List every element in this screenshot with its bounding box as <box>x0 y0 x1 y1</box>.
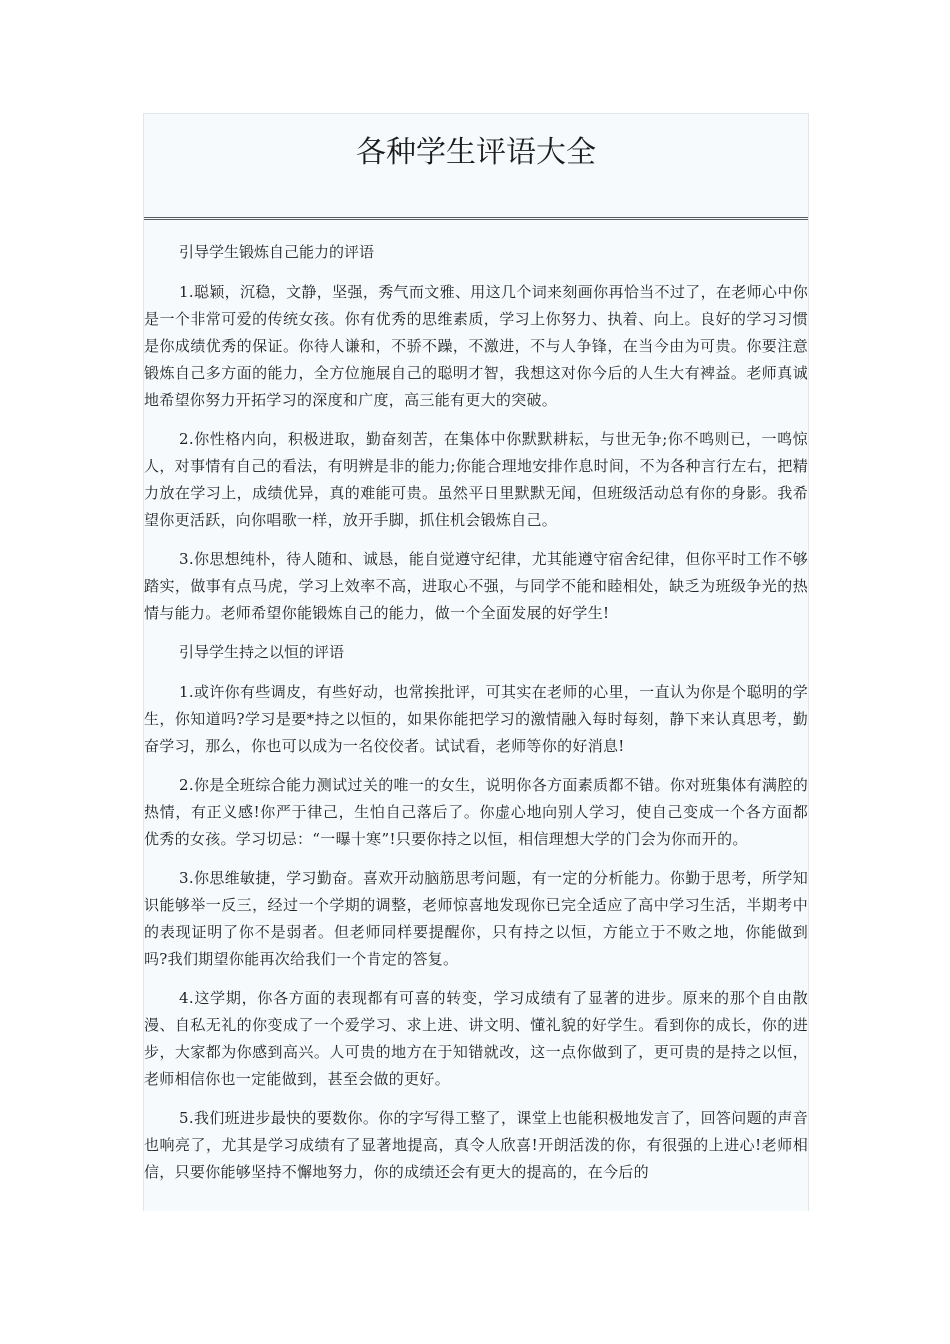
paragraph: 1.聪颖，沉稳，文静，坚强，秀气而文雅、用这几个词来刻画你再恰当不过了，在老师心中你是一个非常可爱的传统女孩。你有优秀的思维素质，学习上你努力、执着、向上。良好的学习习惯是你成绩优秀的保证。你待人谦和，不骄不躁，不激进，不与人争锋，在当今由为可贵。你要注意锻炼自己多方面的能力，全方位施展自己的聪明才智，我想这对你今后的人生大有裨益。老师真诚地希望你努力开拓学习的深度和广度，高三能有更大的突破。 <box>144 283 808 409</box>
section-heading: 引导学生锻炼自己能力的评语 <box>179 243 375 261</box>
paragraph: 4.这学期，你各方面的表现都有可喜的转变，学习成绩有了显著的进步。原来的那个自由散漫、自私无礼的你变成了一个爱学习、求上进、讲文明、懂礼貌的好学生。看到你的成长，你的进步，大家都为你感到高兴。人可贵的地方在于知错就改，这一点你做到了，更可贵的是持之以恒，老师相信你也一定能做到，甚至会做的更好。 <box>144 989 808 1088</box>
document-page <box>143 113 809 1211</box>
section-heading: 引导学生持之以恒的评语 <box>179 643 345 661</box>
paragraph: 3.你思想纯朴，待人随和、诚恳，能自觉遵守纪律，尤其能遵守宿舍纪律，但你平时工作不够踏实，做事有点马虎，学习上效率不高，进取心不强，与同学不能和睦相处，缺乏为班级争光的热情与能力。老师希望你能锻炼自己的能力，做一个全面发展的好学生! <box>144 550 808 622</box>
paragraph: 1.或许你有些调皮，有些好动，也常挨批评，可其实在老师的心里，一直认为你是个聪明的学生，你知道吗?学习是要*持之以恒的，如果你能把学习的激情融入每时每刻，静下来认真思考，勤奋学习，那么，你也可以成为一名佼佼者。试试看，老师等你的好消息! <box>144 683 808 755</box>
paragraph: 2.你性格内向，积极进取，勤奋刻苦，在集体中你默默耕耘，与世无争;你不鸣则已，一鸣惊人，对事情有自己的看法，有明辨是非的能力;你能合理地安排作息时间，不为各种言行左右，把精力放在学习上，成绩优异，真的难能可贵。虽然平日里默默无闻，但班级活动总有你的身影。我希望你更活跃，向你唱歌一样，放开手脚，抓住机会锻炼自己。 <box>144 430 808 529</box>
paragraph: 2.你是全班综合能力测试过关的唯一的女生，说明你各方面素质都不错。你对班集体有满腔的热情，有正义感!你严于律己，生怕自己落后了。你虚心地向别人学习，使自己变成一个各方面都优秀的女孩。学习切忌：“一曝十寒”!只要你持之以恒，相信理想大学的门会为你而开的。 <box>144 776 808 848</box>
document-title: 各种学生评语大全 <box>356 135 596 171</box>
paragraph: 5.我们班进步最快的要数你。你的字写得工整了，课堂上也能积极地发言了，回答问题的声音也响亮了，尤其是学习成绩有了显著地提高，真令人欣喜!开朗活泼的你，有很强的上进心!老师相信，只要你能够坚持不懈地努力，你的成绩还会有更大的提高的，在今后的 <box>144 1109 808 1181</box>
title-block <box>144 114 808 220</box>
document-body <box>144 220 808 1186</box>
paragraph: 3.你思维敏捷，学习勤奋。喜欢开动脑筋思考问题，有一定的分析能力。你勤于思考，所学知识能够举一反三，经过一个学期的调整，老师惊喜地发现你已完全适应了高中学习生活，半期考中的表现证明了你不是弱者。但老师同样要提醒你，只有持之以恒，方能立于不败之地，你能做到吗?我们期望你能再次给我们一个肯定的答复。 <box>144 869 808 968</box>
